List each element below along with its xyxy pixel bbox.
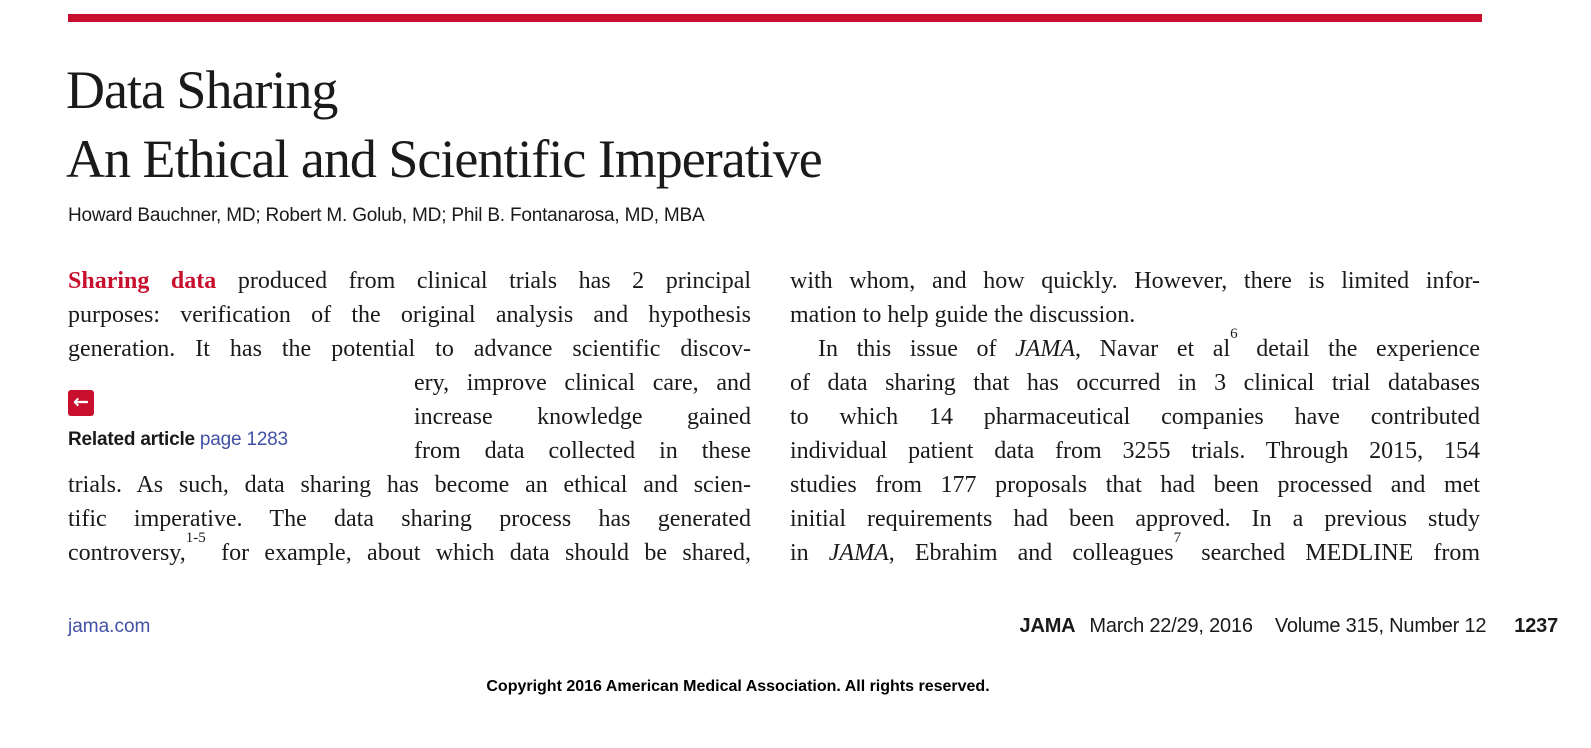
reference-citation-link[interactable]: 6 — [1230, 326, 1238, 342]
text-segment: searched MEDLINE from — [1181, 540, 1481, 566]
text-line: from data collected in these — [414, 438, 751, 464]
lead-in-text: Sharing data — [68, 268, 217, 294]
footer-issue-info — [1020, 615, 1558, 638]
reference-citation-link[interactable]: 7 — [1173, 530, 1182, 546]
right-column — [790, 264, 1480, 570]
related-article-line — [68, 429, 288, 451]
text-line — [790, 530, 1481, 570]
text-line: mation to help guide the discussion. — [790, 302, 1136, 328]
jama-com-link[interactable]: jama.com — [68, 616, 151, 637]
text-line: individual patient data from 3255 trials. Through 2015, 154 — [790, 438, 1480, 464]
text-line: ery, improve clinical care, and — [414, 370, 751, 396]
article-title-line2: An Ethical and Scientific Imperative — [66, 129, 822, 189]
journal-name-italic: JAMA — [828, 540, 889, 566]
related-article-page-link[interactable]: page 1283 — [199, 429, 288, 450]
text-line — [68, 264, 751, 298]
text-segment: produced from clinical trials has 2 principal — [216, 268, 752, 294]
text-line: generation. It has the potential to advance scientific discov- — [68, 336, 751, 362]
copyright-notice: Copyright 2016 American Medical Association. All rights reserved. — [486, 678, 990, 695]
text-line: of data sharing that has occurred in 3 clinical trial databases — [790, 370, 1480, 396]
text-line — [790, 326, 1480, 366]
text-line: to which 14 pharmaceutical companies have contributed — [790, 404, 1480, 430]
text-line: with whom, and how quickly. However, there is limited infor- — [790, 268, 1480, 294]
reference-citation-link[interactable]: 1-5 — [185, 530, 206, 546]
footer-journal-name: JAMA — [1019, 615, 1076, 637]
journal-name-italic: JAMA — [1015, 336, 1076, 362]
text-line: studies from 177 proposals that had been processed and met — [790, 472, 1480, 498]
left-arrow-icon: ← — [73, 390, 89, 413]
authors-line: Howard Bauchner, MD; Robert M. Golub, MD; Phil B. Fontanarosa, MD, MBA — [68, 205, 705, 226]
article-title-line1: Data Sharing — [66, 60, 338, 120]
related-article-callout — [68, 390, 288, 451]
related-article-label: Related article — [68, 429, 195, 450]
article-title — [66, 56, 822, 194]
text-segment: in — [790, 540, 829, 566]
text-line — [68, 530, 751, 570]
text-segment: for example, about which data should be shared, — [205, 540, 751, 566]
top-red-rule — [68, 14, 1482, 22]
text-line: initial requirements had been approved. In a previous study — [790, 506, 1480, 532]
text-segment: , Ebrahim and colleagues — [888, 540, 1174, 566]
text-segment: controversy, — [68, 540, 186, 566]
footer-issue-date: March 22/29, 2016 — [1089, 615, 1253, 637]
footer-volume-number: Volume 315, Number 12 — [1274, 615, 1487, 637]
text-segment: , Navar et al — [1075, 336, 1231, 362]
footer-page-number: 1237 — [1514, 615, 1558, 637]
text-line: increase knowledge gained — [414, 404, 751, 430]
text-segment: detail the experience — [1237, 336, 1480, 362]
text-line: trials. As such, data sharing has become an ethical and scien- — [68, 472, 751, 498]
text-line: tific imperative. The data sharing process has generated — [68, 506, 751, 532]
text-segment: In this issue of — [818, 336, 1016, 362]
text-line: purposes: verification of the original analysis and hypothesis — [68, 302, 751, 328]
related-article-arrow-button[interactable] — [68, 390, 94, 416]
